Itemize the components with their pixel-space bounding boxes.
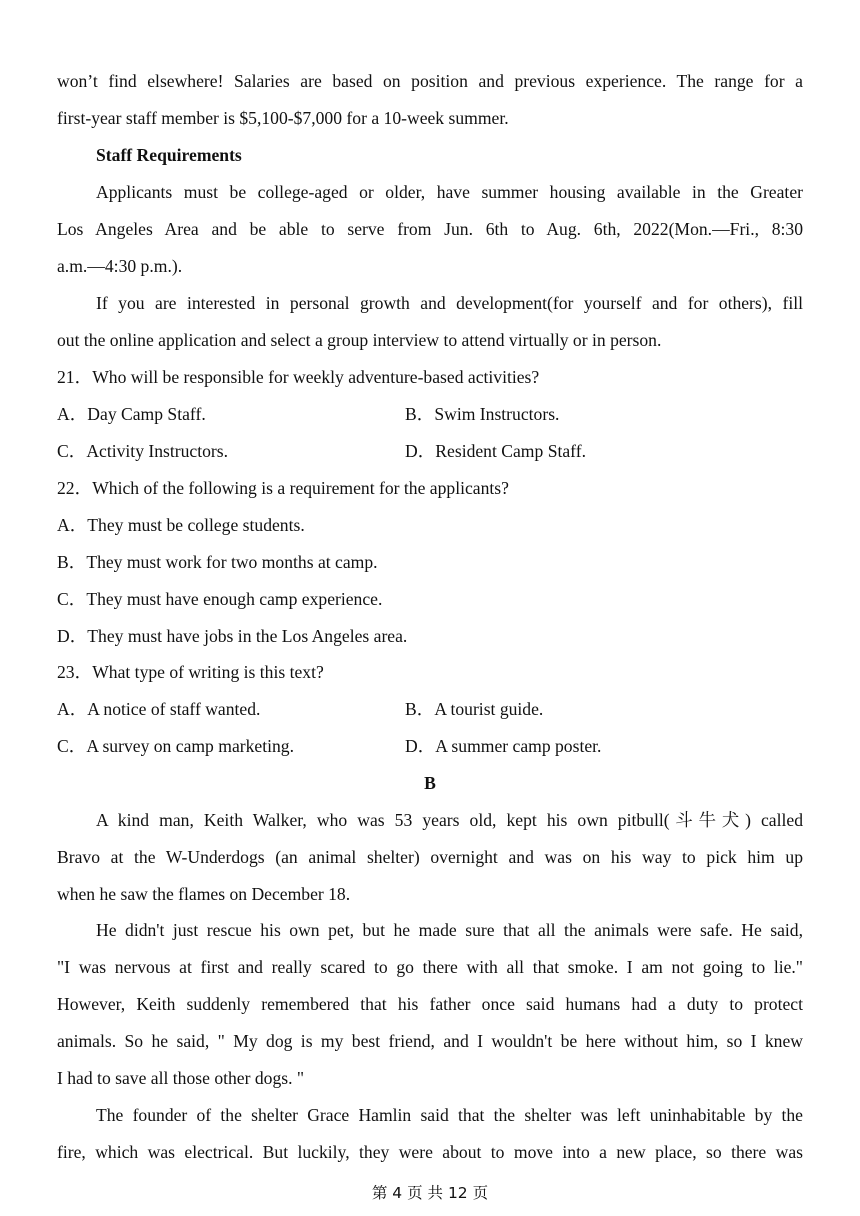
answer-option: C．They must have enough camp experience. [57,589,383,609]
paragraph-line: a.m.—4:30 p.m.). [57,256,183,276]
answer-option: C．Activity Instructors. [57,441,229,461]
answer-option: B．They must work for two months at camp. [57,552,378,572]
answer-option: B．A tourist guide. [405,699,544,719]
paragraph-line: fire, which was electrical. But luckily, they were about to move into a new place, so there was [57,1142,803,1162]
answer-option: D．A summer camp poster. [405,736,602,756]
page-number-footer: 第 4 页 共 12 页 [371,1184,489,1202]
paragraph-line: I had to save all those other dogs. " [57,1068,305,1088]
paragraph-line: out the online application and select a group interview to attend virtually or in person. [57,330,662,350]
paragraph-line: Los Angeles Area and be able to serve from Jun. 6th to Aug. 6th, 2022(Mon.—Fri., 8:30 [57,219,803,239]
answer-option: A．They must be college students. [57,515,305,535]
paragraph-line: when he saw the flames on December 18. [57,884,351,904]
answer-option: D．Resident Camp Staff. [405,441,586,461]
answer-option: A．A notice of staff wanted. [57,699,261,719]
question-stem: 21．Who will be responsible for weekly adventure-based activities? [57,367,540,387]
paragraph-line: A kind man, Keith Walker, who was 53 years old, kept his own pitbull(斗牛犬) called [96,810,803,830]
section-heading: Staff Requirements [96,145,242,165]
paragraph-line: Applicants must be college-aged or older, have summer housing available in the Greater [96,182,803,202]
paragraph-line: However, Keith suddenly remembered that his father once said humans had a duty to protect [57,994,803,1014]
paragraph-line: Bravo at the W-Underdogs (an animal shelter) overnight and was on his way to pick him up [57,847,803,867]
paragraph-line: won’t find elsewhere! Salaries are based on position and previous experience. The range for a [57,71,803,91]
answer-option: A．Day Camp Staff. [57,404,206,424]
paragraph-line: If you are interested in personal growth and development(for yourself and for others), fill [96,293,803,313]
paragraph-line: animals. So he said, " My dog is my best friend, and I wouldn't be here without him, so I knew [57,1031,803,1051]
paragraph-line: first-year staff member is $5,100-$7,000 for a 10-week summer. [57,108,509,128]
section-label: B [424,773,436,793]
answer-option: B．Swim Instructors. [405,404,560,424]
paragraph-line: "I was nervous at first and really scared to go there with all that smoke. I am not going to lie." [57,957,803,977]
question-stem: 23．What type of writing is this text? [57,662,324,682]
paragraph-line: He didn't just rescue his own pet, but he made sure that all the animals were safe. He said, [96,920,803,940]
paragraph-line: The founder of the shelter Grace Hamlin said that the shelter was left uninhabitable by the [96,1105,803,1125]
question-stem: 22．Which of the following is a requirement for the applicants? [57,478,509,498]
answer-option: C．A survey on camp marketing. [57,736,294,756]
answer-option: D．They must have jobs in the Los Angeles area. [57,626,408,646]
